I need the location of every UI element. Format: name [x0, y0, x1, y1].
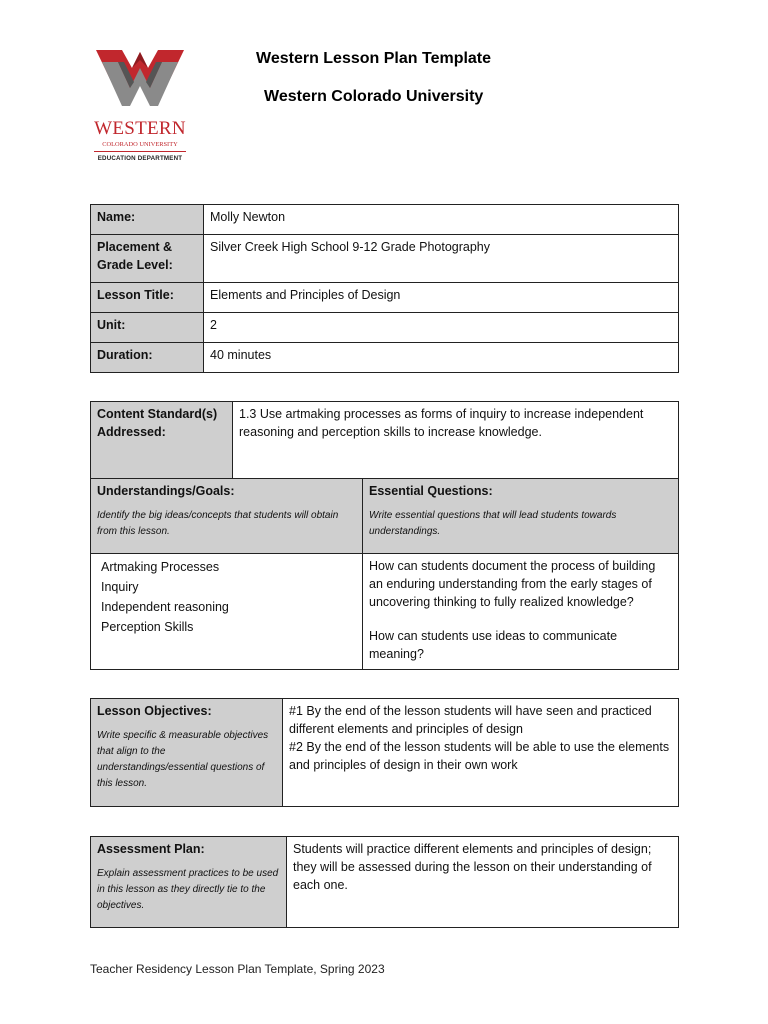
logo-department: EDUCATION DEPARTMENT: [97, 155, 183, 162]
list-item: Artmaking Processes: [101, 560, 220, 574]
objectives-title: Lesson Objectives:: [97, 704, 212, 718]
assessment-header: [91, 837, 287, 928]
list-item: #1 By the end of the lesson students will have seen and practiced different elements and principles of design: [289, 704, 652, 736]
w-mark-icon: [88, 44, 192, 116]
logo-wordmark: WESTERN: [94, 118, 186, 139]
objectives-table: [90, 698, 679, 807]
list-item: Independent reasoning: [101, 600, 229, 614]
content-standards-value: 1.3 Use artmaking processes as forms of inquiry to increase independent reasoning and perception skills to increase knowledge.: [233, 402, 679, 479]
info-table: [90, 204, 679, 373]
list-item: Inquiry: [101, 580, 139, 594]
document-title: Western Lesson Plan Template: [256, 50, 492, 67]
objectives-header: [91, 699, 283, 807]
logo-divider: [94, 151, 186, 152]
objectives-note: Write specific & measurable objectives that align to the understandings/essential questions of this lesson.: [97, 730, 269, 789]
name-value: Molly Newton: [204, 205, 679, 235]
lesson-title-label: Lesson Title:: [91, 283, 204, 313]
assessment-table: [90, 836, 679, 928]
logo-subtitle: COLORADO UNIVERSITY: [102, 141, 178, 148]
university-logo: [88, 44, 192, 168]
understandings-note: Identify the big ideas/concepts that students will obtain from this lesson.: [97, 510, 339, 537]
duration-value: 40 minutes: [204, 343, 679, 373]
understandings-header: [91, 479, 363, 554]
objectives-list: [283, 699, 679, 807]
placement-value: Silver Creek High School 9-12 Grade Photography: [204, 235, 679, 283]
assessment-title: Assessment Plan:: [97, 842, 205, 856]
questions-title: Essential Questions:: [369, 484, 493, 498]
name-label: Name:: [91, 205, 204, 235]
assessment-note: Explain assessment practices to be used in this lesson as they directly tie to the objectives.: [97, 868, 279, 911]
content-standards-label: Content Standard(s) Addressed:: [91, 402, 233, 479]
list-item: #2 By the end of the lesson students will be able to use the elements and principles of design in their own work: [289, 740, 670, 772]
understandings-list: [91, 554, 363, 670]
university-name: Western Colorado University: [264, 88, 484, 105]
unit-value: 2: [204, 313, 679, 343]
list-item: How can students use ideas to communicate meaning?: [369, 629, 618, 661]
list-item: How can students document the process of building an enduring understanding from the early stages of uncovering thinking to fully realized knowledge?: [369, 559, 656, 609]
questions-note: Write essential questions that will lead students towards understandings.: [369, 510, 617, 537]
duration-label: Duration:: [91, 343, 204, 373]
questions-list: [363, 554, 679, 670]
list-item: Perception Skills: [101, 620, 194, 634]
unit-label: Unit:: [91, 313, 204, 343]
placement-label: Placement & Grade Level:: [91, 235, 204, 283]
understandings-title: Understandings/Goals:: [97, 484, 235, 498]
questions-header: [363, 479, 679, 554]
lesson-title-value: Elements and Principles of Design: [204, 283, 679, 313]
standards-table: [90, 401, 679, 670]
assessment-value: Students will practice different elements and principles of design; they will be assessed during the lesson on their understanding of each one.: [287, 837, 679, 928]
page-footer: Teacher Residency Lesson Plan Template, Spring 2023: [90, 962, 385, 976]
